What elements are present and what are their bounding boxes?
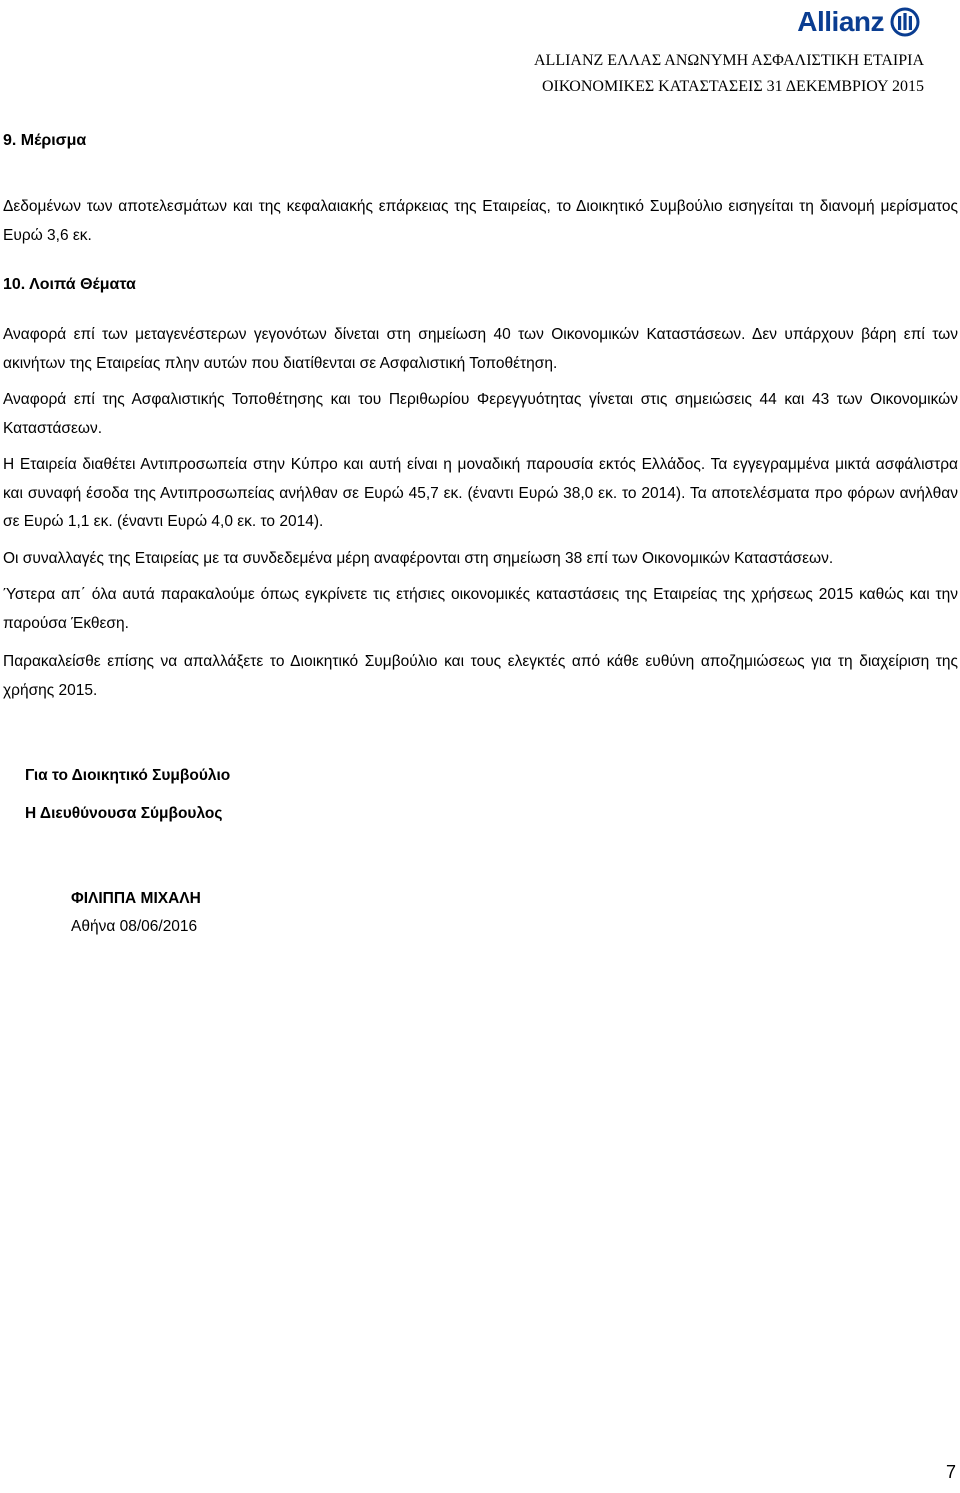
signature-block [25,757,958,833]
signer-name: ΦΙΛΙΠΠΑ ΜΙΧΑΛΗ [71,890,201,907]
document-subtitle: ΟΙΚΟΝΟΜΙΚΕΣ ΚΑΤΑΣΤΑΣΕΙΣ 31 ΔΕΚΕΜΒΡΙΟΥ 2015 [541,78,924,95]
signature-role-line: Η Διευθύνουσα Σύμβουλος [25,805,223,822]
section-10-paragraph-6: Παρακαλείσθε επίσης να απαλλάξετε το Διοικητικό Συμβούλιο και τους ελεγκτές από κάθε ευθύνη αποζημιώσεως για τη διαχείριση της χρήσης 2015. [3,653,958,699]
logo-wordmark: Allianz [797,6,884,37]
allianz-logo [797,6,920,38]
section-10-title: 10. Λοιπά Θέματα [3,276,136,293]
document-body [3,126,958,941]
allianz-emblem-icon [890,7,920,37]
signature-board-line: Για το Διοικητικό Συμβούλιο [25,767,231,784]
section-9-title: 9. Μέρισμα [3,132,87,149]
section-10-paragraph-1: Αναφορά επί των μεταγενέστερων γεγονότων δίνεται στη σημείωση 40 των Οικονομικών Καταστάσεων. Δεν υπάρχουν βάρη επί των ακινήτων της Εταιρείας πλην αυτών που διατίθενται σε Ασφαλιστική Τοποθέτηση. [3,326,958,372]
section-10-paragraph-4: Οι συναλλαγές της Εταιρείας με τα συνδεδεμένα μέρη αναφέρονται στη σημείωση 38 επί των Οικονομικών Καταστάσεων. [3,549,834,567]
section-10-paragraph-2: Αναφορά επί της Ασφαλιστικής Τοποθέτησης και του Περιθωρίου Φερεγγυότητας γίνεται στις σημειώσεις 44 και 43 των Οικονομικών Καταστάσεων. [3,391,958,437]
section-9-paragraph: Δεδομένων των αποτελεσμάτων και της κεφαλαιακής επάρκειας της Εταιρείας, το Διοικητικό Συμβούλιο εισηγείται τη διανομή μερίσματος Ευρώ 3,6 εκ. [3,198,958,244]
section-10-paragraph-5: Ύστερα απ΄ όλα αυτά παρακαλούμε όπως εγκρίνετε τις ετήσιες οικονομικές καταστάσεις της Εταιρείας της χρήσεως 2015 καθώς και την παρούσα Έκθεση. [3,586,958,632]
company-name: ALLIANZ ΕΛΛΑΣ ΑΝΩΝΥΜΗ ΑΣΦΑΛΙΣΤΙΚΗ ΕΤΑΙΡΙΑ [533,52,924,69]
signing-place-date: Αθήνα 08/06/2016 [71,918,198,935]
document-header [534,48,924,100]
page-number: 7 [945,1462,956,1482]
section-10-paragraph-3: Η Εταιρεία διαθέτει Αντιπροσωπεία στην Κύπρο και αυτή είναι η μοναδική παρουσία εκτός Ελλάδος. Τα εγγεγραμμένα μικτά ασφάλιστρα και συναφή έσοδα της Αντιπροσωπείας ανήλθαν σε Ευρώ 45,7 εκ. (έναντι Ευρώ 38,0 εκ. το 2014). Τα αποτελέσματα προ φόρων ανήλθαν σε Ευρώ 1,1 εκ. (έναντι Ευρώ 4,0 εκ. το 2014). [3,456,958,530]
signer-block [71,885,958,941]
